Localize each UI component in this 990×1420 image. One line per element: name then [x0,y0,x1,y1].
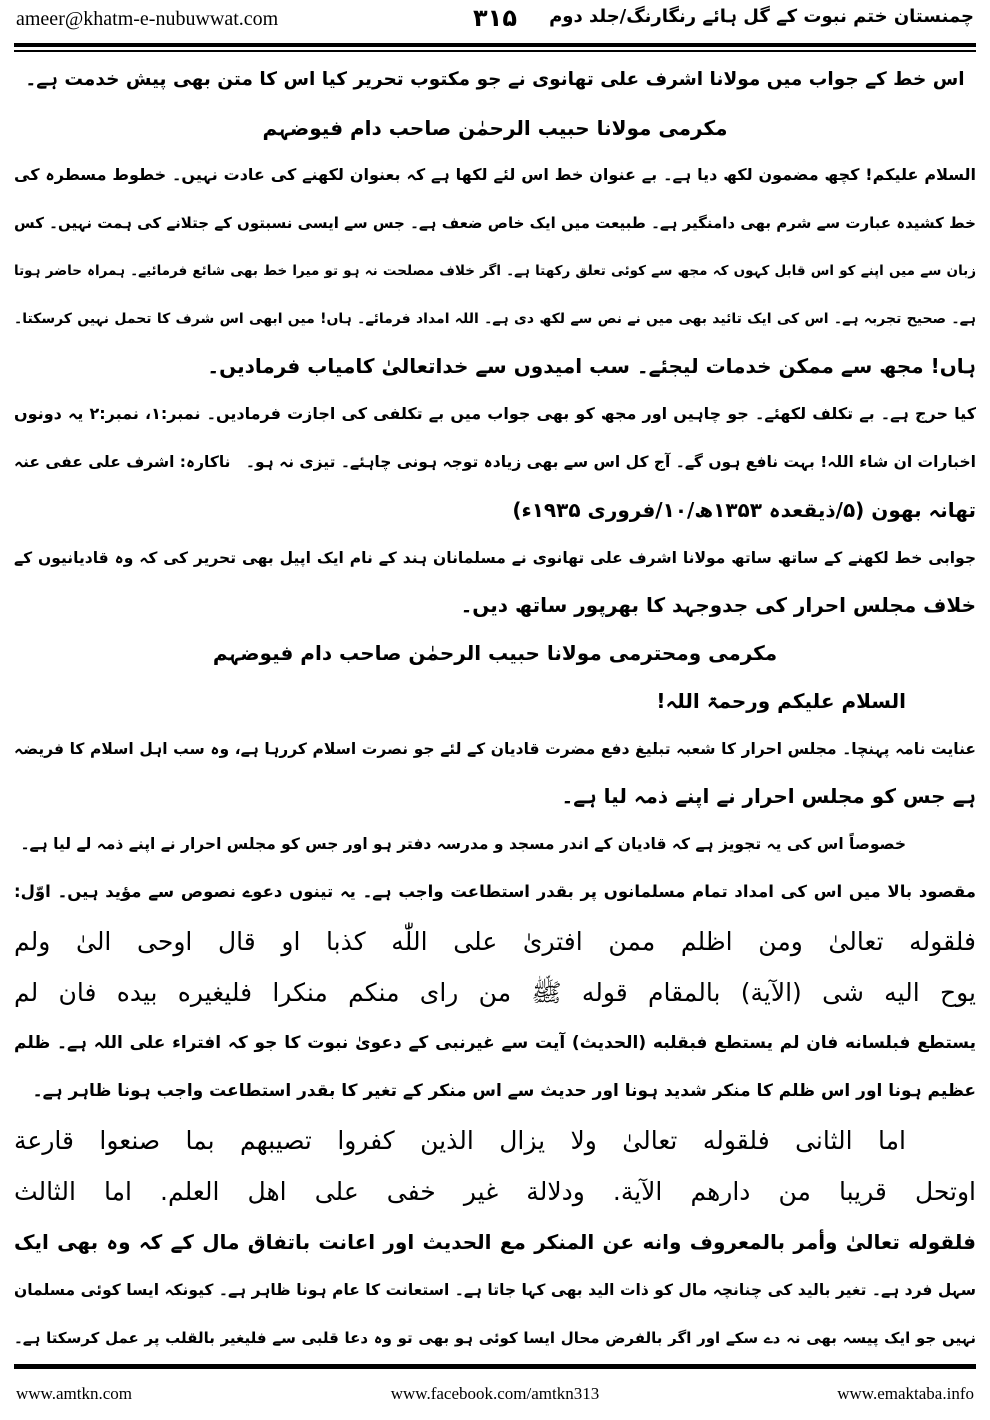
text-line: السلام علیکم ورحمۃ اللہ! [656,688,906,713]
page-body [14,56,976,1362]
text-line: نہیں جو ایک پیسہ بھی نہ دے سکے اور اگر بالفرض محال ایسا کوئی ہو بھی تو وہ دعا قلبی سے فلیغیر بالقلب پر عمل کرسکتا ہے۔ [14,1328,976,1347]
text-line: جوابی خط لکھنے کے ساتھ ساتھ مولانا اشرف علی تھانوی نے مسلمانان ہند کے نام ایک اپیل بھی تحریر کی کہ وہ قادیانیوں کے [14,548,976,567]
text-line: ہے جس کو مجلس احرار نے اپنے ذمہ لیا ہے۔ [561,784,976,809]
text-line: ہاں! مجھ سے ممکن خدمات لیجئے۔ سب امیدوں سے خداتعالیٰ کامیاب فرمادیں۔ [207,354,976,379]
text-line: اوتحل قریبا من دارهم الآیة. ودلالة غیر خفی علی اهل العلم. اما الثالث [14,1177,976,1207]
page-number: ۳۱۵ [473,4,517,32]
text-line: عظیم ہونا اور اس ظلم کا منکر شدید ہونا اور حدیث سے اس منکر کے تغیر کا بقدر استطاعت واجب ہونا ظاہر ہے۔ [32,1080,976,1101]
text-line: خلاف مجلس احرار کی جدوجہد کا بھرپور ساتھ دیں۔ [460,593,976,618]
text-line: کیا حرج ہے۔ بے تکلف لکھئے۔ جو چاہیں اور مجھ کو بھی جواب میں بے تکلفی کی اجازت فرمادیں۔ نمبر:۱، نمبر:۲ یہ دونوں [14,404,976,424]
text-line: عنایت نامہ پہنچا۔ مجلس احرار کا شعبہ تبلیغ دفع مضرت قادیان کے لئے جو نصرت اسلام کررہا ہے، وہ سب اہل اسلام کا فریضہ [14,739,976,758]
page-header [0,4,990,38]
text-line: یستطع فبلسانه فان لم یستطع فبقلبه (الحدیث) آیت سے غیرنبی کے دعویٰ نبوت کا جو کہ افتراء علی اللہ ہے۔ ظلم [14,1033,976,1054]
text-line: فلقوله تعالیٰ وأمر بالمعروف وانه عن المنکر مع الحدیث اور اعانت باتفاق مال کے کہ وہ بھی ایک [14,1230,976,1255]
text-line: السلام علیکم! کچھ مضمون لکھ دیا ہے۔ بے عنوان خط اس لئے لکھا ہے کہ بعنوان لکھنے کی عادت نہیں۔ خطوط مسطرہ کی [14,165,976,185]
header-rule-thin [14,50,976,52]
text-line-main: اخبارات ان شاء اللہ! بہت نافع ہوں گے۔ آج کل اس سے بھی زیادہ توجہ ہونی چاہئے۔ تیزی نہ ہو۔ [245,453,976,471]
text-line: سہل فرد ہے۔ تغیر بالید کی چنانچہ مال کو ذات الید بھی کہا جاتا ہے۔ استعانت کا عام ہونا ظاہر ہے۔ کیونکہ ایسا کوئی مسلمان [14,1281,976,1300]
text-line: اما الثانی فلقوله تعالیٰ ولا یزال الذین کفروا تصیبهم بما صنعوا قارعة [14,1125,906,1155]
footer-rule [14,1364,976,1369]
book-title: چمنستان ختم نبوت کے گل ہائے رنگارنگ/جلد دوم [549,6,974,27]
text-line: اس خط کے جواب میں مولانا اشرف علی تھانوی نے جو مکتوب تحریر کیا اس کا متن بھی پیش خدمت ہے۔ [25,68,965,90]
text-line: خصوصاً اس کی یہ تجویز ہے کہ قادیان کے اندر مسجد و مدرسہ دفتر ہو اور جس کو مجلس احرار نے اپنے ذمہ لے لیا ہے۔ [20,835,906,854]
footer-link-left[interactable]: www.amtkn.com [16,1384,132,1403]
text-line: تھانہ بھون (۵/ذیقعدہ ۱۳۵۳ھ/۱۰/فروری ۱۹۳۵ء) [512,497,976,522]
text-line: ہے۔ صحیح تجربہ ہے۔ اس کی ایک تائید بھی میں نے نص سے لکھ دی ہے۔ اللہ امداد فرمائے۔ ہاں! میں ابھی اس شرف کا تحمل نہیں کرسکتا۔ [14,310,976,327]
text-line: زبان سے میں اپنے کو اس قابل کہوں کہ مجھ سے کوئی تعلق رکھتا ہے۔ اگر خلاف مصلحت نہ ہو تو میرا خط بھی شائع فرمائیے۔ ہمراہ حاضر ہوتا [14,262,976,279]
text-line [14,442,976,482]
header-email: ameer@khatm-e-nubuwwat.com [16,8,279,30]
footer-link-center[interactable]: www.facebook.com/amtkn313 [390,1384,600,1403]
text-line: مکرمی مولانا حبیب الرحمٰن صاحب دام فیوضہم [262,115,728,140]
text-line: مکرمی ومحترمی مولانا حبیب الرحمٰن صاحب دام فیوضہم [212,641,778,666]
header-rule-thick [14,43,976,47]
signature: ناکارہ: اشرف علی عفی عنہ [14,453,231,471]
text-line: خط کشیدہ عبارت سے شرم بھی دامنگیر ہے۔ طبیعت میں ایک خاص ضعف ہے۔ جس سے ایسی نسبتوں کے جتلانے کی ہمت نہیں۔ کس [14,214,976,233]
text-line: مقصود بالا میں اس کی امداد تمام مسلمانوں پر بقدر استطاعت واجب ہے۔ یہ تینوں دعوے نصوص سے مؤید ہیں۔ اوّل: [14,881,976,901]
text-line: یوح الیه شی (الآیة) بالمقام قوله ﷺ من رای منکم منکرا فلیغیره بیده فان لم [14,978,976,1008]
footer-link-right[interactable]: www.emaktaba.info [837,1384,974,1403]
text-line: فلقوله تعالیٰ ومن اظلم ممن افتریٰ علی اللّٰه کذبا او قال اوحی الیٰ ولم [14,926,976,956]
